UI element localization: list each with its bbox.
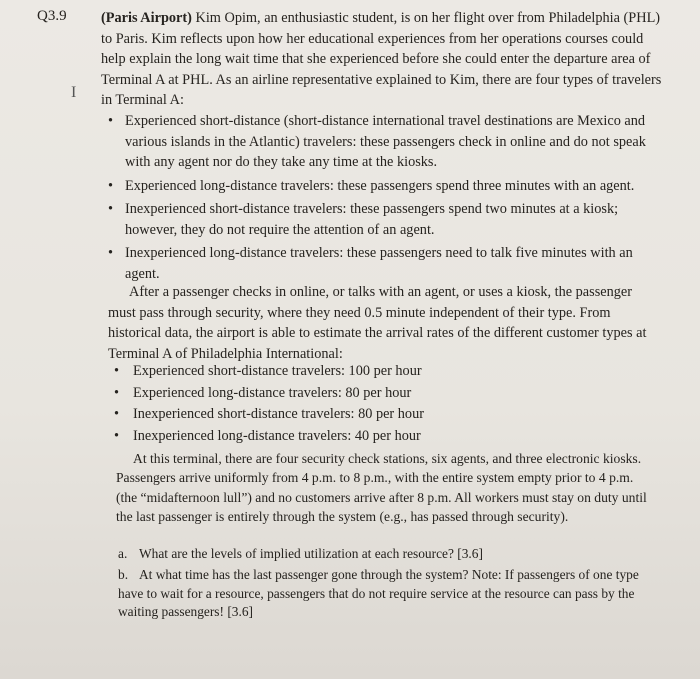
list-item: • Experienced short-distance (short-distance international travel destinations are Mexico and various islands in the Atlantic) travelers: these passengers check in online and do not speak with any agent nor do they take any time at the kiosks. [108, 111, 668, 173]
list-item: • Inexperienced long-distance travelers: 40 per hour [114, 426, 634, 447]
traveler-types-list [108, 111, 668, 287]
list-item: • Inexperienced short-distance travelers: 80 per hour [114, 404, 634, 425]
subquestion-b [118, 566, 648, 622]
subquestion-label: b. [118, 567, 129, 582]
list-item: • Experienced short-distance travelers: 100 per hour [114, 361, 634, 382]
question-intro [101, 8, 671, 111]
subquestion-label: a. [118, 546, 128, 561]
security-paragraph: After a passenger checks in online, or talks with an agent, or uses a kiosk, the passenger must pass through security, where they need 0.5 minute independent of their type. From historical data, the airport is able to estimate the arrival rates of the different customer types at Terminal A of Philadelphia International: [108, 284, 647, 362]
subquestion-a [118, 545, 648, 564]
list-item: • Experienced long-distance travelers: 80 per hour [114, 383, 634, 404]
subquestion-text: What are the levels of implied utilization at each resource? [3.6] [139, 546, 483, 561]
subquestion-text: At what time has the last passenger gone through the system? Note: If passengers of one type have to wait for a resource, passengers that do not require service at the resource can pass by the waiting passengers! [3.6] [118, 567, 639, 620]
question-number: Q3.9 [37, 8, 67, 24]
text-cursor-icon: I [71, 84, 77, 101]
arrival-rates-list [114, 361, 634, 447]
list-item: • Inexperienced long-distance travelers: these passengers need to talk five minutes with an agent. [108, 243, 668, 284]
question-title: (Paris Airport) [101, 10, 192, 26]
intro-text: Kim Opim, an enthusiastic student, is on her flight over from Philadelphia (PHL) to Paris. Kim reflects upon how her educational experiences from her operations courses could help explain the long wait time that she experienced before she could enter the departure area of Terminal A at PHL. As an airline representative explained to Kim, there are four types of travelers in Terminal A: [101, 10, 662, 108]
terminal-paragraph: At this terminal, there are four security check stations, six agents, and three electronic kiosks. Passengers arrive uniformly from 4 p.m. to 8 p.m., with the entire system empty prior to 4 p.m. (the “midafternoon lull”) and no customers arrive after 8 p.m. All workers must stay on duty until the last passenger is entirely through the system (e.g., has passed through security). [116, 451, 647, 525]
list-item: • Experienced long-distance travelers: these passengers spend three minutes with an agent. [108, 176, 668, 197]
list-item: • Inexperienced short-distance travelers: these passengers spend two minutes at a kiosk; however, they do not require the attention of an agent. [108, 199, 668, 240]
